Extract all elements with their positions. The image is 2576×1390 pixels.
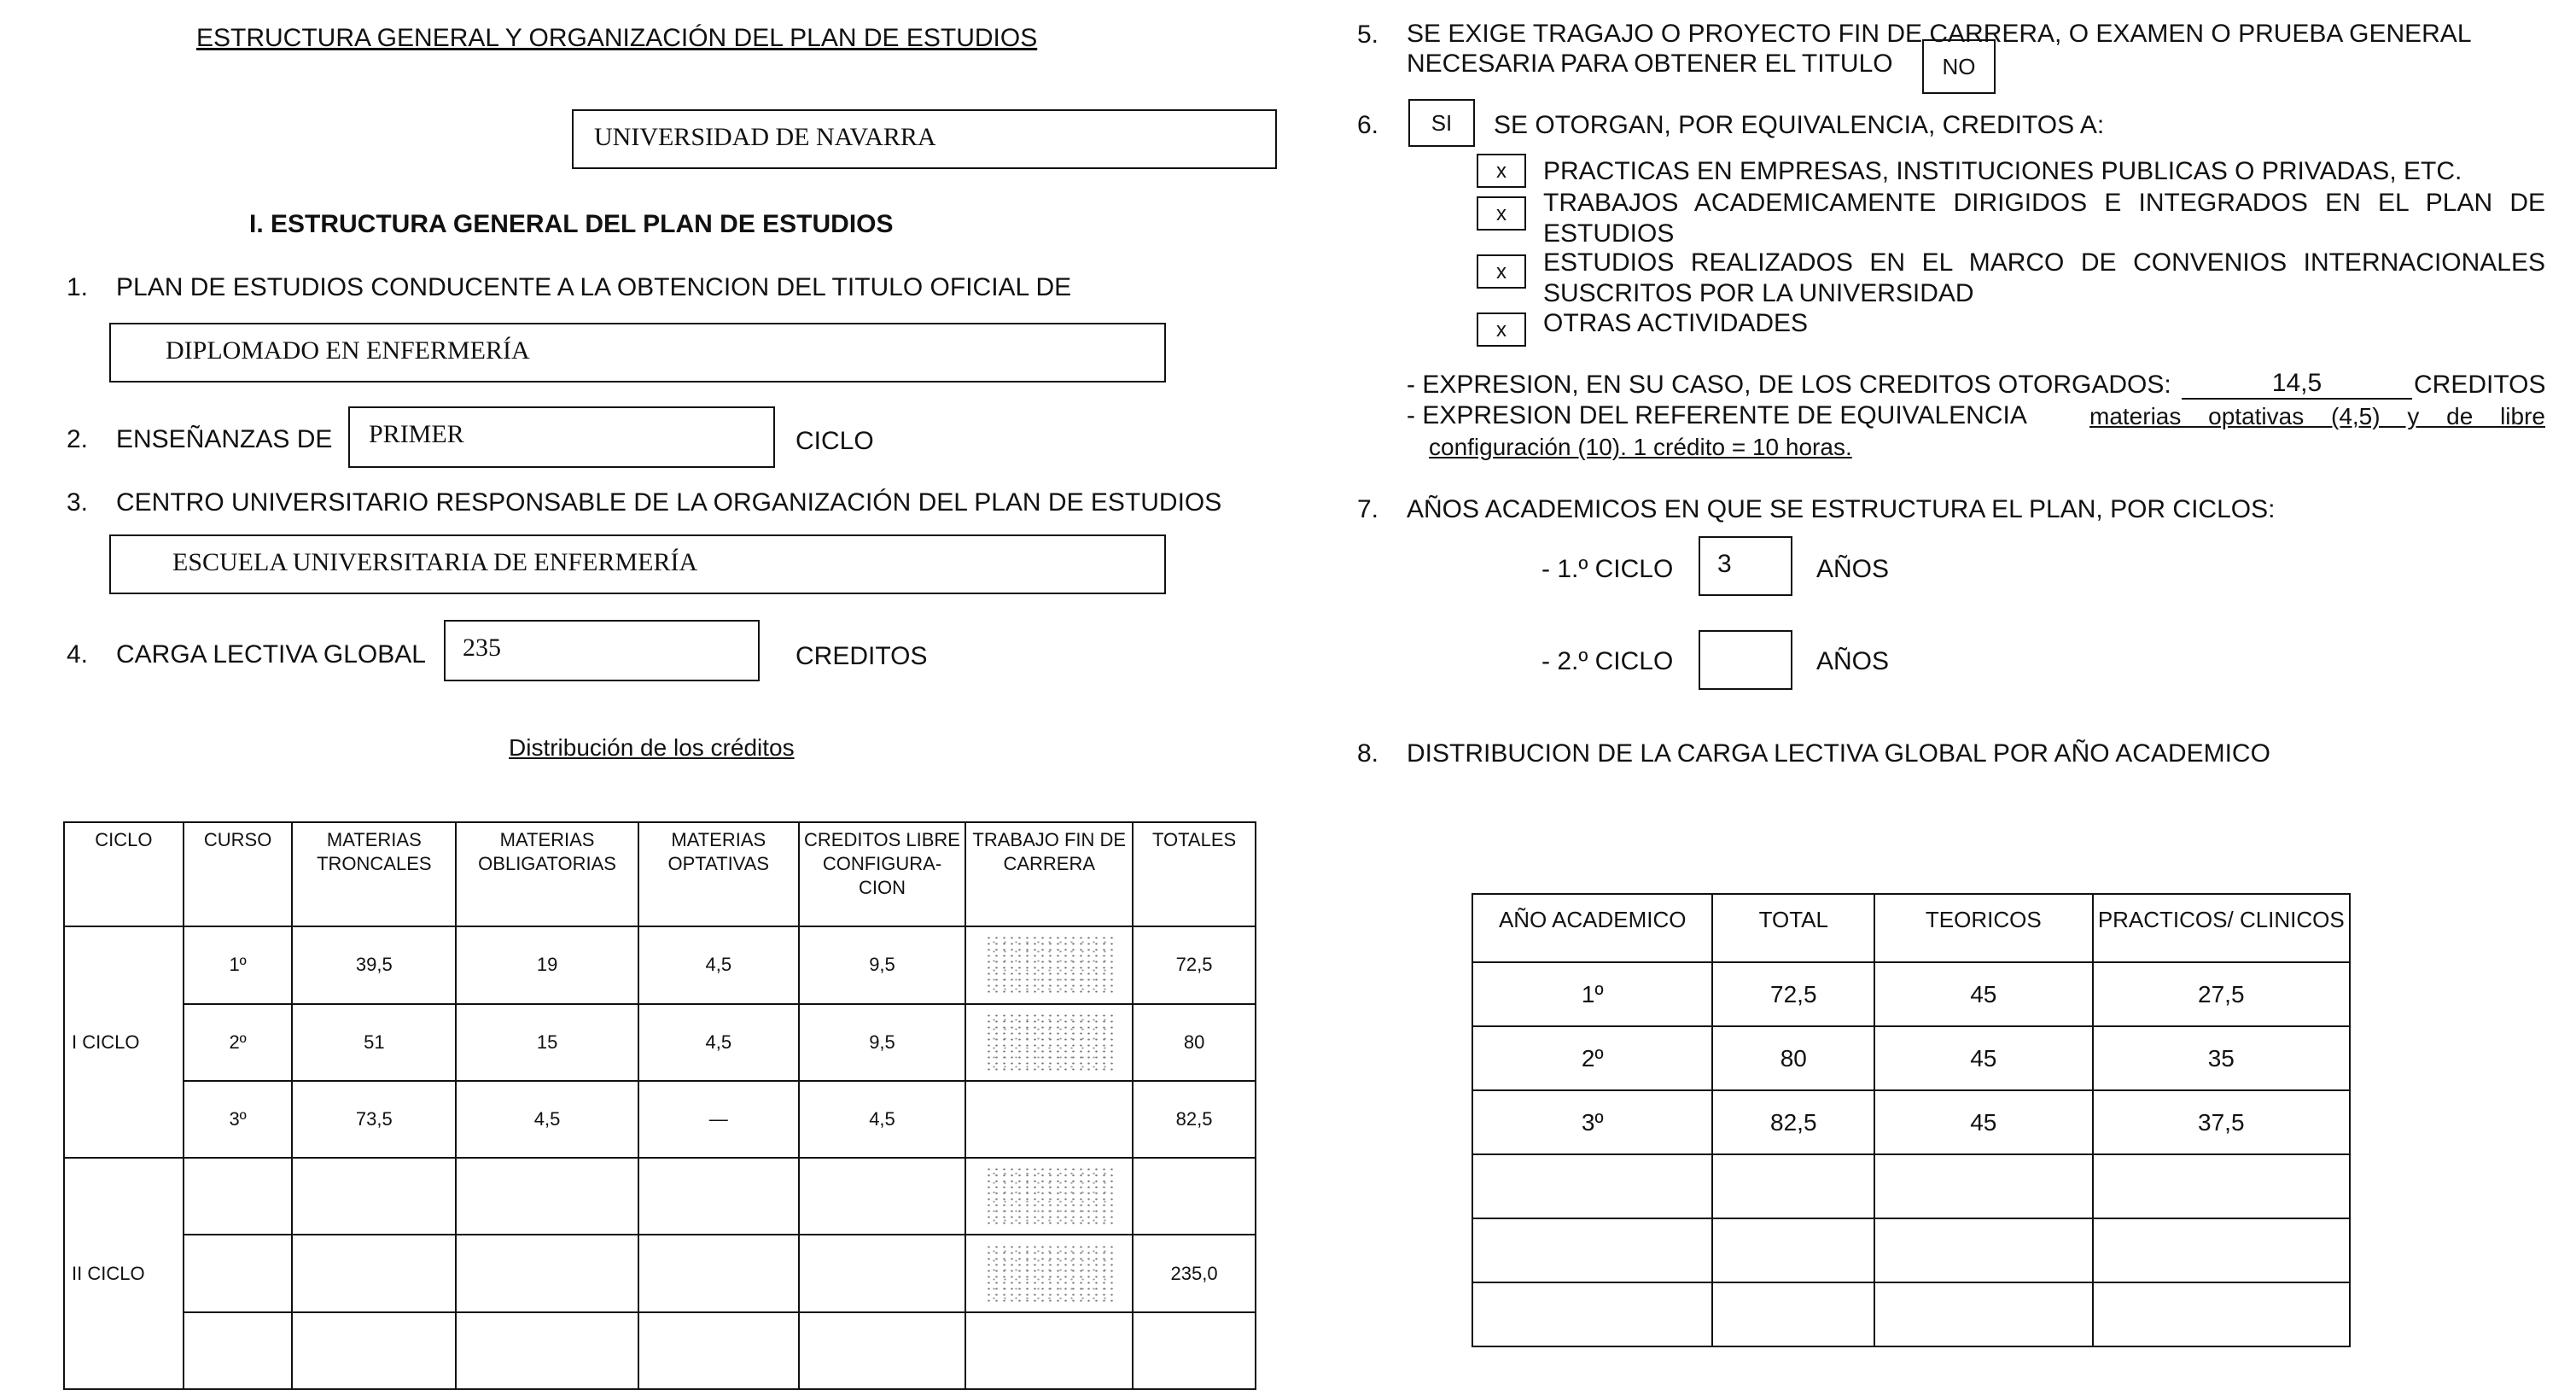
item-7-label: AÑOS ACADEMICOS EN QUE SE ESTRUCTURA EL PLAN, POR CICLOS: [1407,495,2276,523]
total-cell: 82,5 [1712,1090,1874,1154]
trabajo-cell [965,1081,1133,1158]
reference-value-line-1: materias optativas (4,5) y de libre [2089,403,2545,429]
check-3-text: ESTUDIOS REALIZADOS EN EL MARCO DE CONVENIOS INTERNACIONALES SUSCRITOS POR LA UNIVERSIDAD [1543,248,2545,307]
scan-noise [985,1013,1113,1072]
trabajo-cell-shaded [965,1004,1133,1081]
table-row [1472,1154,2350,1218]
item-6-number: 6. [1357,111,1379,139]
anio-cell [1472,1282,1712,1346]
practicos-cell [2093,1154,2350,1218]
item-5-line-2: NECESARIA PARA OBTENER EL TITULO [1407,50,1893,78]
section-title: I. ESTRUCTURA GENERAL DEL PLAN DE ESTUDIOS [249,210,894,238]
reference-label: - EXPRESION DEL REFERENTE DE EQUIVALENCIA [1407,401,2027,429]
ciclo-2-years-suffix: AÑOS [1816,647,1890,675]
anio-cell: 2º [1472,1026,1712,1090]
ciclo-1-years-suffix: AÑOS [1816,555,1890,583]
ciclo-2-years-label: - 2.º CICLO [1542,647,1674,675]
checkbox-2[interactable]: x [1477,196,1526,231]
ciclo-1-years-box [1699,536,1792,596]
teoricos-cell [1874,1218,2093,1282]
total-cell [1712,1154,1874,1218]
item-2-value: PRIMER [369,420,464,448]
academic-year-header-row [1472,894,2350,962]
credits-label: - EXPRESION, EN SU CASO, DE LOS CREDITOS OTORGADOS: [1407,371,2171,399]
total-cell [1712,1282,1874,1346]
academic-year-table [1472,893,2351,1347]
item-4-label: CARGA LECTIVA GLOBAL [116,640,426,669]
curso-cell: 2º [184,1004,293,1081]
optativas-cell [638,1158,799,1235]
optativas-cell [638,1312,799,1389]
obligatorias-cell: 19 [456,926,638,1003]
ciclo-1-years-label: - 1.º CICLO [1542,555,1674,583]
university-box [572,109,1277,169]
trabajo-cell-shaded [965,926,1133,1003]
item-1-number: 1. [67,273,89,301]
header-teoricos: TEORICOS [1874,894,2093,962]
item-2-number: 2. [67,425,89,453]
obligatorias-cell: 4,5 [456,1081,638,1158]
anio-cell [1472,1218,1712,1282]
total-cell: 72,5 [1133,926,1256,1003]
troncales-cell: 39,5 [292,926,456,1003]
header-optativas: MATERIAS OPTATIVAS [638,822,799,926]
teoricos-cell: 45 [1874,1090,2093,1154]
table-row [1472,1026,2350,1090]
document-header: ESTRUCTURA GENERAL Y ORGANIZACIÓN DEL PLAN DE ESTUDIOS [196,24,1038,52]
item-3-label: CENTRO UNIVERSITARIO RESPONSABLE DE LA ORGANIZACIÓN DEL PLAN DE ESTUDIOS [116,488,1222,517]
item-3-value: ESCUELA UNIVERSITARIA DE ENFERMERÍA [172,548,698,576]
table-row [64,1312,1256,1389]
optativas-cell: 4,5 [638,1004,799,1081]
check-2-text: TRABAJOS ACADEMICAMENTE DIRIGIDOS E INTEGRADOS EN EL PLAN DE ESTUDIOS [1543,189,2545,248]
obligatorias-cell: 15 [456,1004,638,1081]
checkbox-3[interactable]: x [1477,254,1526,289]
header-troncales: MATERIAS TRONCALES [292,822,456,926]
libre-cell: 4,5 [799,1081,966,1158]
obligatorias-cell [456,1158,638,1235]
troncales-cell: 73,5 [292,1081,456,1158]
libre-cell: 9,5 [799,1004,966,1081]
distribution-table [63,821,1256,1390]
table-row [1472,962,2350,1026]
ciclo-1-label: I CICLO [64,926,184,1158]
item-2-label: ENSEÑANZAS DE [116,425,333,453]
troncales-cell [292,1235,456,1311]
total-cell [1133,1312,1256,1389]
total-cell: 80 [1133,1004,1256,1081]
troncales-cell: 51 [292,1004,456,1081]
libre-cell [799,1312,966,1389]
header-practicos: PRACTICOS/ CLINICOS [2093,894,2350,962]
scan-noise [985,1166,1113,1226]
ciclo-2-label: II CICLO [64,1158,184,1389]
teoricos-cell [1874,1154,2093,1218]
optativas-cell: 4,5 [638,926,799,1003]
trabajo-cell [965,1312,1133,1389]
practicos-cell: 37,5 [2093,1090,2350,1154]
practicos-cell [2093,1218,2350,1282]
curso-cell [184,1312,293,1389]
teoricos-cell: 45 [1874,962,2093,1026]
item-4-suffix: CREDITOS [796,642,928,670]
troncales-cell [292,1158,456,1235]
libre-cell: 9,5 [799,926,966,1003]
curso-cell [184,1235,293,1311]
item-5-answer-box: NO [1922,39,1996,94]
curso-cell: 1º [184,926,293,1003]
total-cell: 80 [1712,1026,1874,1090]
libre-cell [799,1158,966,1235]
reference-value-line-2: configuración (10). 1 crédito = 10 horas. [1429,434,1852,460]
practicos-cell: 27,5 [2093,962,2350,1026]
distribution-header-row [64,822,1256,926]
scan-noise [985,1244,1113,1304]
table-row [1472,1218,2350,1282]
item-2-suffix: CICLO [796,427,874,455]
item-1-field [109,323,1166,383]
header-ciclo: CICLO [64,822,184,926]
credits-suffix: CREDITOS [2414,371,2546,399]
item-6-answer-box: SI [1408,99,1475,147]
optativas-cell [638,1235,799,1311]
ciclo-2-years-box [1699,630,1792,690]
total-cell [1133,1158,1256,1235]
header-trabajo: TRABAJO FIN DE CARRERA [965,822,1133,926]
item-2-field [348,406,775,468]
table-row [64,926,1256,1003]
header-obligatorias: MATERIAS OBLIGATORIAS [456,822,638,926]
practicos-cell: 35 [2093,1026,2350,1090]
item-4-field [444,620,760,681]
item-3-field [109,534,1166,594]
trabajo-cell-shaded [965,1235,1133,1311]
practicos-cell [2093,1282,2350,1346]
total-cell: 72,5 [1712,962,1874,1026]
item-3-number: 3. [67,488,89,517]
checkbox-4[interactable]: x [1477,312,1526,347]
troncales-cell [292,1312,456,1389]
checkbox-1[interactable]: x [1477,154,1526,188]
header-totales: TOTALES [1133,822,1256,926]
scan-noise [985,935,1113,995]
university-name: UNIVERSIDAD DE NAVARRA [594,123,936,151]
optativas-cell: — [638,1081,799,1158]
table-row [64,1004,1256,1081]
total-cell: 82,5 [1133,1081,1256,1158]
anio-cell: 1º [1472,962,1712,1026]
header-curso: CURSO [184,822,293,926]
distribution-title: Distribución de los créditos [509,734,795,761]
item-5-number: 5. [1357,20,1379,49]
teoricos-cell [1874,1282,2093,1346]
obligatorias-cell [456,1312,638,1389]
item-8-number: 8. [1357,739,1379,768]
trabajo-cell-shaded [965,1158,1133,1235]
item-1-value: DIPLOMADO EN ENFERMERÍA [166,336,530,365]
curso-cell [184,1158,293,1235]
item-6-label: SE OTORGAN, POR EQUIVALENCIA, CREDITOS A: [1494,111,2105,139]
table-row [64,1158,1256,1235]
table-row [64,1081,1256,1158]
item-5-line-1: SE EXIGE TRAGAJO O PROYECTO FIN DE CARRERA, O EXAMEN O PRUEBA GENERAL [1407,20,2472,48]
anio-cell [1472,1154,1712,1218]
check-4-text: OTRAS ACTIVIDADES [1543,309,1809,337]
check-1-text: PRACTICAS EN EMPRESAS, INSTITUCIONES PUBLICAS O PRIVADAS, ETC. [1543,157,2462,185]
table-row [64,1235,1256,1311]
credits-value: 14,5 [2182,369,2412,400]
item-1-label: PLAN DE ESTUDIOS CONDUCENTE A LA OBTENCION DEL TITULO OFICIAL DE [116,273,1072,301]
libre-cell [799,1235,966,1311]
curso-cell: 3º [184,1081,293,1158]
ciclo-1-years-value: 3 [1717,550,1732,578]
header-total: TOTAL [1712,894,1874,962]
item-4-value: 235 [463,634,501,662]
item-8-label: DISTRIBUCION DE LA CARGA LECTIVA GLOBAL POR AÑO ACADEMICO [1407,739,2270,768]
grand-total-cell: 235,0 [1133,1235,1256,1311]
item-7-number: 7. [1357,495,1379,523]
anio-cell: 3º [1472,1090,1712,1154]
total-cell [1712,1218,1874,1282]
header-anio: AÑO ACADEMICO [1472,894,1712,962]
obligatorias-cell [456,1235,638,1311]
table-row [1472,1090,2350,1154]
header-libre: CREDITOS LIBRE CONFIGURA- CION [799,822,966,926]
item-4-number: 4. [67,640,89,669]
table-row [1472,1282,2350,1346]
teoricos-cell: 45 [1874,1026,2093,1090]
